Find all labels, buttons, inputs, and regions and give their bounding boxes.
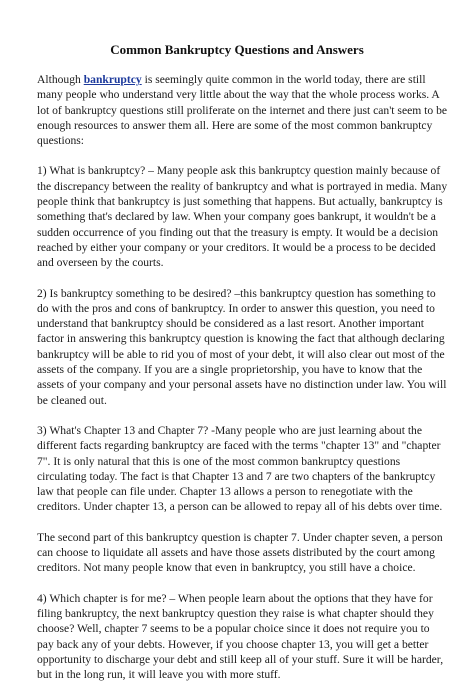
paragraph-chapter-7 [37,530,441,576]
text-line: choose? Well, chapter 7 seems to be a popular choice since it does not require you to [37,622,430,636]
text-line: 1) What is bankruptcy? – Many people ask this bankruptcy question mainly because of [37,164,441,178]
text-line: sudden occurrence of you finding out that the treasury is empty. It would be a decision [37,225,439,239]
text-line: many people who understand very little about the way that the whole process works. A [37,88,440,102]
page-title: Common Bankruptcy Questions and Answers [110,42,364,57]
text-line: reached by either your company or your creditors. It would be a process to be decided [37,240,436,254]
text-line: the discrepancy between the reality of bankruptcy and what is portrayed in media. Many [37,179,448,193]
text-line: do with the pros and cons of bankruptcy. In order to answer this question, you need to [37,301,435,315]
text-line: people think that bankruptcy is just something that happens. But actually, bankruptcy is [37,195,443,209]
text-line: creditors. Under chapter 13, a person can be allowed to repay all of his debts over time. [37,500,443,514]
text-line [37,72,441,87]
text-line: assets of the company. If you are a single proprietorship, you have to know that the [37,363,423,377]
bankruptcy-link[interactable]: bankruptcy [83,73,142,86]
text-line: filing bankruptcy, the next bankruptcy question they raise is what chapter should they [37,606,434,620]
text-line: opportunity to discharge your debt and still keep all of your stuff. Sure it will be harder, [37,652,444,666]
text-line: can choose to liquidate all assets and have those assets distributed by the court among [37,546,435,560]
text-line: understand that bankruptcy should be considered as a last resort. Another important [37,317,425,331]
intro-paragraph [37,72,448,148]
document-body [37,72,448,697]
text-line: something that's declared by law. When your company goes bankrupt, it wouldn't be a [37,210,436,224]
text-line: creditors. Not many people know that even in bankruptcy, you still have a choice. [37,561,416,575]
text-line: The second part of this bankruptcy question is chapter 7. Under chapter seven, a person [37,530,443,544]
paragraph-is-bankruptcy-desired [37,286,447,408]
text-line: 3) What's Chapter 13 and Chapter 7? -Many people who are just learning about the [37,423,422,437]
text-line: be cleaned out. [37,393,107,407]
paragraph-chapter-13-and-7 [37,423,441,515]
text-line: but in the long run, it will leave you with more stuff. [37,668,281,682]
text-line: enough resources to answer them all. Here are some of the most common bankruptcy [37,118,433,132]
text-line: lot of bankruptcy questions still proliferate on the internet and there just can't seem to be [37,103,448,117]
text-line: questions: [37,134,85,148]
text-line: assets of your company and your personal assets have no distinction under law. You will [37,378,447,392]
text-line: circulating today. The fact is that Chapter 13 and 7 are two chapters of the bankruptcy [37,469,436,483]
text-line: bankruptcy will be able to rid you of most of your debt, it will also clear out most of the [37,347,445,361]
text-line: 2) Is bankruptcy something to be desired? –this bankruptcy question has something to [37,286,436,300]
text-line: and overseen by the courts. [37,256,164,270]
text-line: law that people can file under. Chapter 13 allows a person to renegotiate with the [37,485,413,499]
text-line: pay back any of your debts. However, if you choose chapter 13, you will get a better [37,637,429,651]
text-line: factor in answering this bankruptcy question is knowing the fact that although declaring [37,332,445,346]
text-line: 4) Which chapter is for me? – When people learn about the options that they have for [37,591,433,605]
text-line: 7". It is only natural that this is one of the most common bankruptcy questions [37,454,401,468]
paragraph-which-chapter [37,591,444,683]
intro-prefix: Although [37,73,84,86]
paragraph-what-is-bankruptcy [37,163,448,270]
intro-line1-rest: is seemingly quite common in the world today, there are still [141,73,426,86]
text-line: different facts regarding bankruptcy are faced with the terms "chapter 13" and "chapter [37,439,441,453]
